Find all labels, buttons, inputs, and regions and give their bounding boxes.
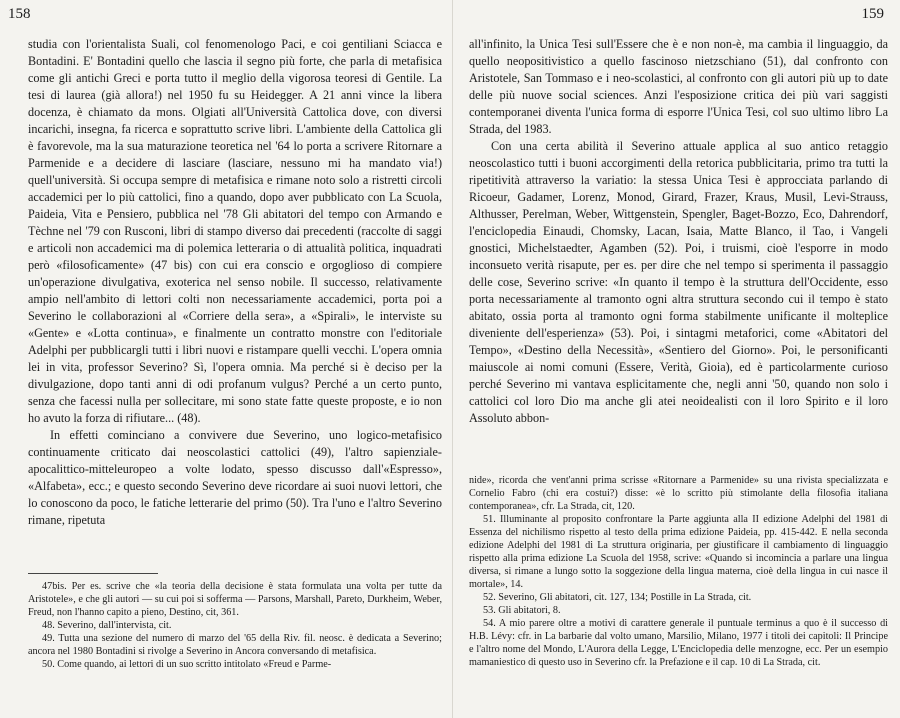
footnote: 48. Severino, dall'intervista, cit. (42, 620, 172, 631)
footnote: 49. Tutta una sezione del numero di marzo del '65 della Riv. fil. neosc. è dedicata a Severino; ancora nel 1980 Bontadini si rivolge a Severino in Ancora conversando di metafisica. (28, 633, 442, 657)
page-number: 158 (8, 6, 31, 22)
footnote: nide», ricorda che vent'anni prima scrisse «Ritornare a Parmenide» su una rivista specializzata e Cornelio Fabro (chi era costui?) disse: «è lo scritto più stimolante della filosofia italiana contemporanea», cfr. La Strada, cit, 120. (469, 475, 888, 512)
footnote: 54. A mio parere oltre a motivi di carattere generale il puntuale terminus a quo è il successo di H.B. Lévy: cfr. in La barbarie dal volto umano, Marsilio, Milano, 1977 i titoli dei capitoli: Il Principe e l'altro nome del Mondo, L'Aurora della Legge, L'Enciclopedia delle menzogne, ecc. Per un esempio mamaniestico di questo uso in Severino cfr. la Prefazione e il cap. 10 di La Strada, cit. (469, 618, 888, 668)
footnote: 47bis. Per es. scrive che «la teoria della decisione è stata formulata una volta per tutte da Aristotele», e che gli autori — su cui poi si sofferma — Parsons, Marshall, Pareto, Durkheim, Weber, Freud, non l'hanno capito a pieno, Destino, cit, 361. (28, 581, 442, 618)
main-text (469, 36, 888, 427)
footnote-divider (28, 573, 158, 574)
footnote: 53. Gli abitatori, 8. (483, 605, 561, 616)
footnotes (469, 474, 888, 669)
paragraph: all'infinito, la Unica Tesi sull'Essere che è e non non-è, ma cambia il linguaggio, da quello neopositivistico a quello fascinoso nietzschiano (51), dal confronto con Aristotele, San Tommaso e i neo-scolastici, al confronto con gli autori più up to date delle più nuove social sciences. Anzi l'esposizione critica dei più vari saggisti contemporanei diventa l'unica forma di esporre l'Unica Tesi, col suo ultimo libro La Strada, del 1983. (469, 37, 888, 136)
paragraph: In effetti cominciano a convivere due Severino, uno logico-metafisico continuamente criticato dai neoscolastici cattolici (49), l'altro sapienziale-apocalittico-mitteleuropeo a volte lodato, spesso discusso dall'«Espresso», «Alfabeta», ecc.; e questo secondo Severino deve ricordare ai suoi nuovi lettori, che lo conoscono da poco, le fatiche letterarie del primo (50). Tra l'uno e l'altro Severino rimane, ripetuta (28, 428, 442, 527)
page-number: 159 (861, 6, 884, 22)
paragraph: Con una certa abilità il Severino attuale applica al suo antico retaggio neoscolastico tutti i buoni accorgimenti della retorica pubblicitaria, primo tra tutti la ripetitività attraverso la variatio: la stessa Unica Tesi è approcciata parlando di Ricoeur, Gadamer, Lorenz, Monod, Girard, Frazer, Kraus, Musil, Levi-Strauss, Althusser, Perelman, Weber, Wittgenstein, Spengler, Baget-Bozzo, Eco, Dahrendorf, l'enciclopedia Einaudi, Chomsky, Lacan, Isaia, Matte Blanco, il Tao, i Vangeli gnostici, Michelstaedter, Agamben (52). Poi, i truismi, cioè l'esporre in modo inconsueto verità risapute, per es. per dire che nel tempo si sperimenta il passaggio delle cose, Severino scrive: «In quanto il tempo è la struttura dell'Occidente, esso porta necessariamente al tramonto ogni altra struttura secondo cui il tempo è stato abitato, ossia porta al tramonto ogni forma stabilmente unificante il molteplice diveniente dell'esperienza» (53). Poi, i sintagmi metaforici, come «Abitatori del Tempo», «Destino della Necessità», «Sentiero del Giorno». Poi, le personificanti maiuscole ai nomi comuni (Essere, Verità, Gioia), ed è particolarmente curioso perché Severino mi vantava esplicitamente che, negli anni '50, quando non solo i cattolici col loro Dio ma anche gli atei neoidealisti con il loro Spirito e il loro Assoluto abbon- (469, 139, 888, 425)
main-text (28, 36, 442, 529)
footnote: 50. Come quando, ai lettori di un suo scritto intitolato «Freud e Parme- (42, 659, 332, 670)
right-page (452, 0, 900, 718)
paragraph: studia con l'orientalista Suali, col fenomenologo Paci, e coi gentiliani Sciacca e Bontadini. E' Bontadini quello che lascia il segno più forte, che parla di metafisica come gli antichi Greci e porta tutto il meglio della vigorosa teoresi di Gentile. La tesi di laurea (già allora!) nel 1950 fu su Heidegger. A 21 anni vince la libera docenza, è chiamato da mons. Olgiati all'Università Cattolica dove, con diversi incarichi, insegna, fa ricerca e soprattutto scrive libri. L'ambiente della Cattolica gli è favorevole, ma la sua maturazione teoretica nel '64 lo porta a scrivere Ritornare a Parmenide e a decidere di lasciare (lasciare, nessuno mi ha mandato via!) quell'università. Si occupa sempre di metafisica e rimane noto solo a ristretti circoli accademici per lo più cattolici, fino a quando, dopo aver pubblicato con La Scuola, Paideia, Vita e Pensiero, pubblica nel '78 Gli abitatori del tempo con Armando e Tèchne nel '79 con Rusconi, libri di stampo diverso dai precedenti (raccolte di saggi e articoli non accademici ma di polemica letteraria o di attualità politica, inquadrati però «filosoficamente» (47 bis) con cui era conscio e orgoglioso di compiere un'operazione divulgativa, exoterica nel senso nobile. Il successo, relativamente ampio nell'ambito di lettori colti non necessariamente accademici, porta poi a Severino le collaborazioni al «Corriere della sera», a «Spirali», le interviste su «Gente» e «Lotta continua», e finalmente un contratto monstre con l'editoriale Adelphi per pubblicargli tutti i libri nuovi e ristampare quelli vecchi. L'opera omnia lei in vita, professor Severino? Sì, l'opera omnia. Ma perché si è deciso per la divulgazione, dopo tanti anni di odi profanum vulgus? Perché a un certo punto, senza che facessi nulla per sollecitare, mi sono state fatte queste proposte, e io non ho avuto la forza di rifiutare... (48). (28, 37, 442, 425)
footnotes (28, 580, 442, 671)
footnote: 51. Illuminante al proposito confrontare la Parte aggiunta alla II edizione Adelphi del 1981 di Essenza del nichilismo rispetto al testo della prima edizione Paideia, pp. 415-442. E nella seconda edizione Adelphi del 1981 di La struttura originaria, per giustificare il cambiamento di linguaggio rispetto alla prima edizione La Scuola del 1958, scrive: «Quando si incomincia a parlare una lingua diversa, si rimane a lungo sotto la soggezione della lingua materna, cioè della lingua in cui nasce il mortale», 14. (469, 514, 888, 590)
footnote: 52. Severino, Gli abitatori, cit. 127, 134; Postille in La Strada, cit. (483, 592, 752, 603)
